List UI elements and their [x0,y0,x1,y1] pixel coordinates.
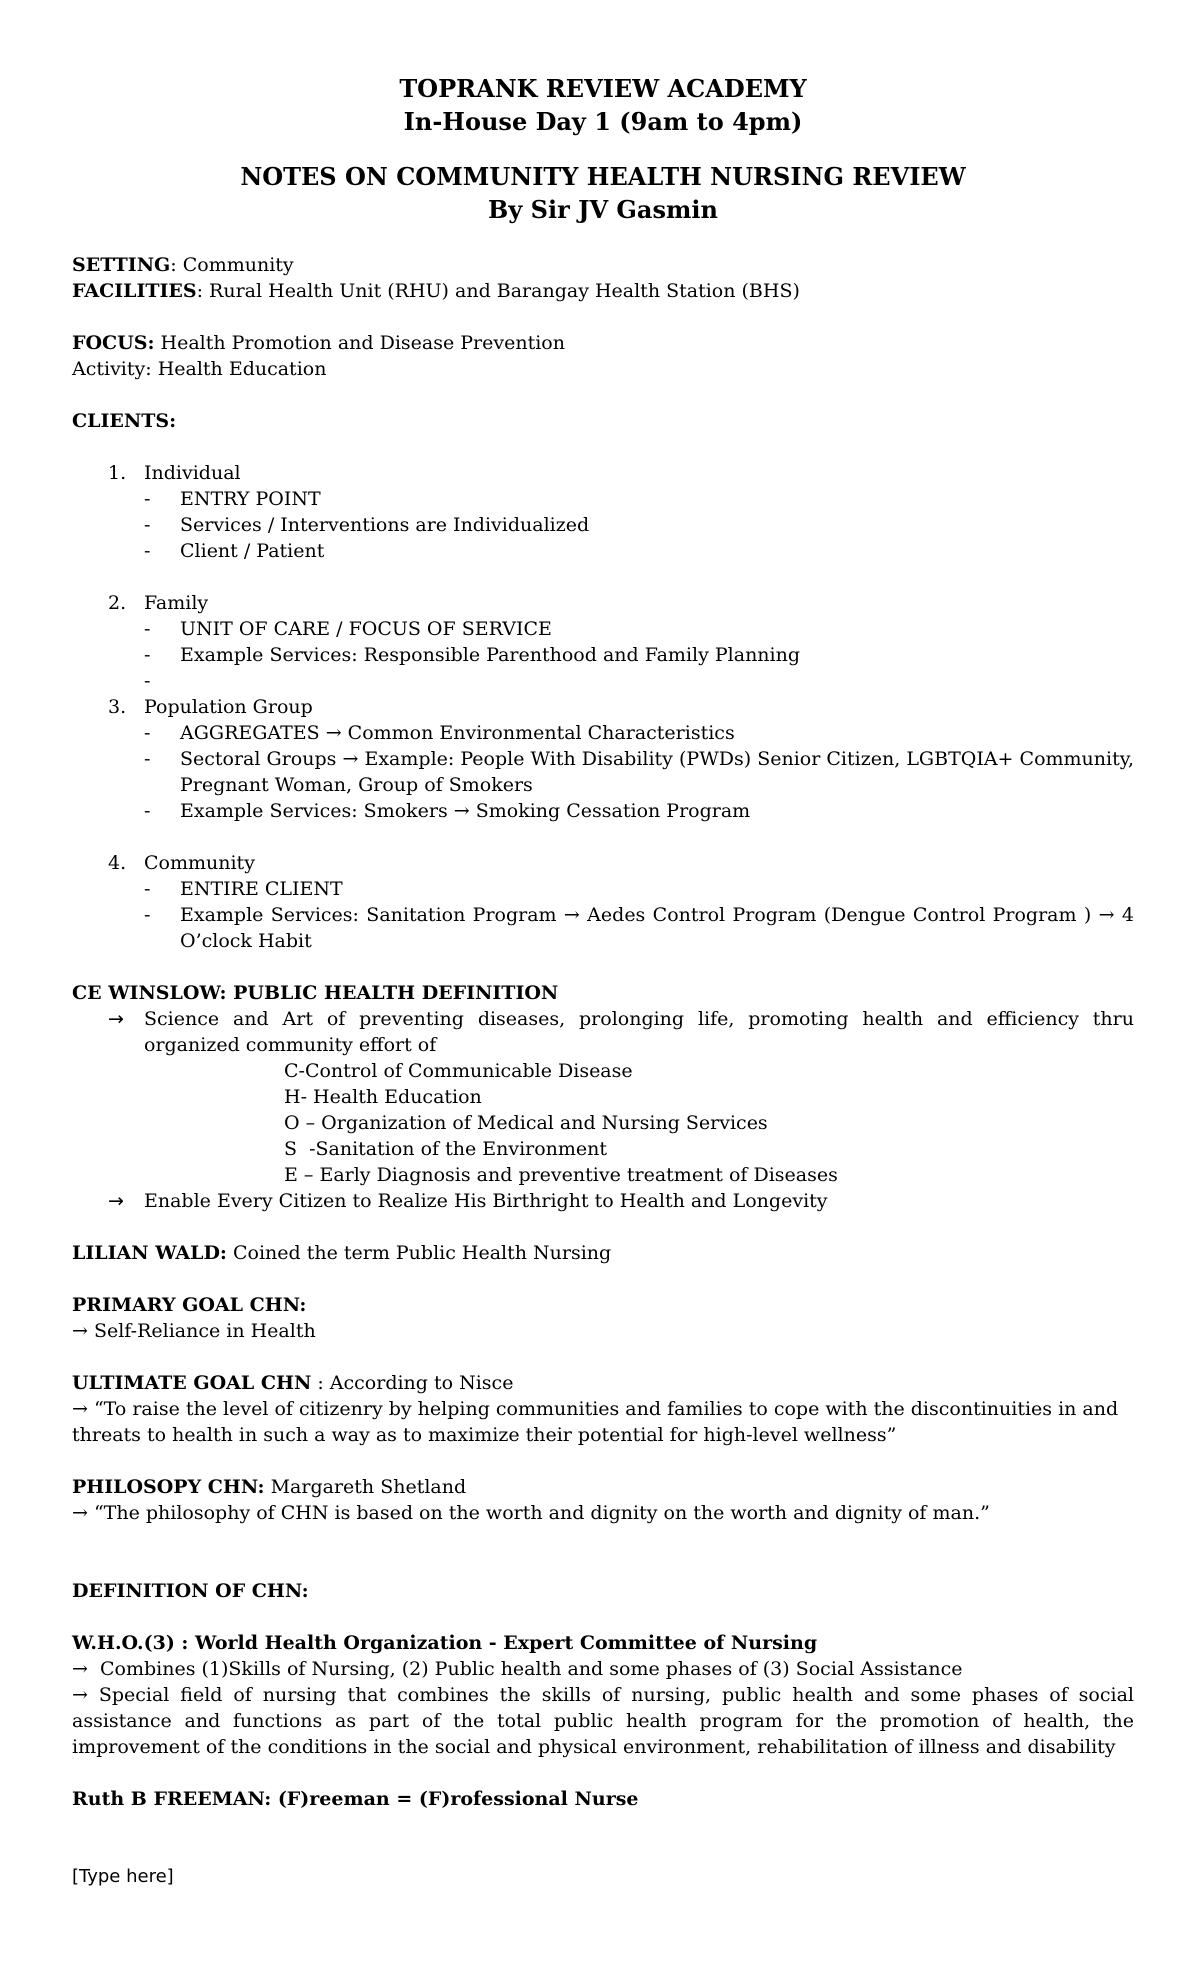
who-line-2: → Special field of nursing that combines the skills of nursing, public health and some phases of social assistance and functions as part of the total public health program for the promotion of health, the improvement of the conditions in the social and physical environment, rehabilitation of illness and disability [72,1684,1134,1758]
client-item: 4. Community [108,852,255,874]
client-item: 2. Family [108,592,209,614]
client-sub-item: - UNIT OF CARE / FOCUS OF SERVICE [144,618,552,640]
definition-heading: DEFINITION OF CHN: [72,1580,309,1602]
client-sub-item: - ENTIRE CLIENT [144,878,343,900]
chess-item: O – Organization of Medical and Nursing Services [284,1112,768,1134]
winslow-heading: CE WINSLOW: PUBLIC HEALTH DEFINITION [72,982,559,1004]
focus-line [72,330,1134,356]
arrow-icon: → [108,1190,124,1212]
activity-line: Activity: Health Education [72,358,327,380]
page-footer: [Type here] [72,1866,174,1887]
client-item: 1. Individual [108,462,241,484]
focus-label: FOCUS: [72,332,155,354]
client-sub-item: - Client / Patient [144,540,325,562]
header-notes-title: NOTES ON COMMUNITY HEALTH NURSING REVIEW [240,162,966,191]
primary-goal-value: → Self-Reliance in Health [72,1320,316,1342]
client-sub-item: - Services / Interventions are Individualized [144,514,590,536]
chess-item: E – Early Diagnosis and preventive treatment of Diseases [284,1164,838,1186]
clients-heading: CLIENTS: [72,410,177,432]
philosophy-heading: PHILOSOPY CHN: Margareth Shetland [72,1476,467,1498]
facilities-value: : Rural Health Unit (RHU) and Barangay Health Station (BHS) [196,280,800,302]
client-sub-item: - Example Services: Responsible Parenthood and Family Planning [144,644,801,666]
header-author: By Sir JV Gasmin [488,195,718,224]
who-heading: W.H.O.(3) : World Health Organization - Expert Committee of Nursing [72,1632,818,1654]
facilities-line [72,278,1134,304]
header-academy: TOPRANK REVIEW ACADEMY [399,74,807,103]
setting-value: : Community [170,254,294,276]
facilities-label: FACILITIES [72,280,197,302]
focus-value: Health Promotion and Disease Prevention [154,332,565,354]
philosophy-value: → “The philosophy of CHN is based on the worth and dignity on the worth and dignity of man.” [72,1502,990,1524]
client-sub-item: - Example Services: Sanitation Program → Aedes Control Program (Dengue Control Program ) → 4 O’clock Habit [144,904,1134,952]
header-schedule: In-House Day 1 (9am to 4pm) [403,107,803,136]
freeman-line: Ruth B FREEMAN: (F)reeman = (F)rofessional Nurse [72,1788,639,1810]
client-sub-item: - Example Services: Smokers → Smoking Cessation Program [144,800,751,822]
who-line-1: → Combines (1)Skills of Nursing, (2) Public health and some phases of (3) Social Assistance [72,1658,963,1680]
chess-item: H- Health Education [284,1086,482,1108]
client-item: 3. Population Group [108,696,313,718]
setting-label: SETTING [72,254,171,276]
wald-line: LILIAN WALD: Coined the term Public Health Nursing [72,1242,612,1264]
arrow-icon: → [108,1008,124,1030]
client-sub-item: - Sectoral Groups → Example: People With Disability (PWDs) Senior Citizen, LGBTQIA+ Community, Pregnant Woman, Group of Smokers [144,748,1134,796]
setting-line [72,252,1134,278]
chess-item: C-Control of Communicable Disease [284,1060,633,1082]
client-sub-item: - AGGREGATES → Common Environmental Characteristics [144,722,735,744]
client-sub-item: - ENTRY POINT [144,488,321,510]
chess-item: S -Sanitation of the Environment [284,1138,608,1160]
client-sub-item-empty: - [144,670,151,692]
primary-goal-heading: PRIMARY GOAL CHN: [72,1294,307,1316]
document-page [72,72,1134,1812]
winslow-point: → Science and Art of preventing diseases, prolonging life, promoting health and efficiency thru organized community effort of [108,1008,1134,1056]
ultimate-goal-value: → “To raise the level of citizenry by helping communities and families to cope with the discontinuities in and threats to health in such a way as to maximize their potential for high-level wellness” [72,1398,1119,1446]
winslow-point: → Enable Every Citizen to Realize His Birthright to Health and Longevity [108,1190,828,1212]
ultimate-goal-heading: ULTIMATE GOAL CHN : According to Nisce [72,1372,514,1394]
